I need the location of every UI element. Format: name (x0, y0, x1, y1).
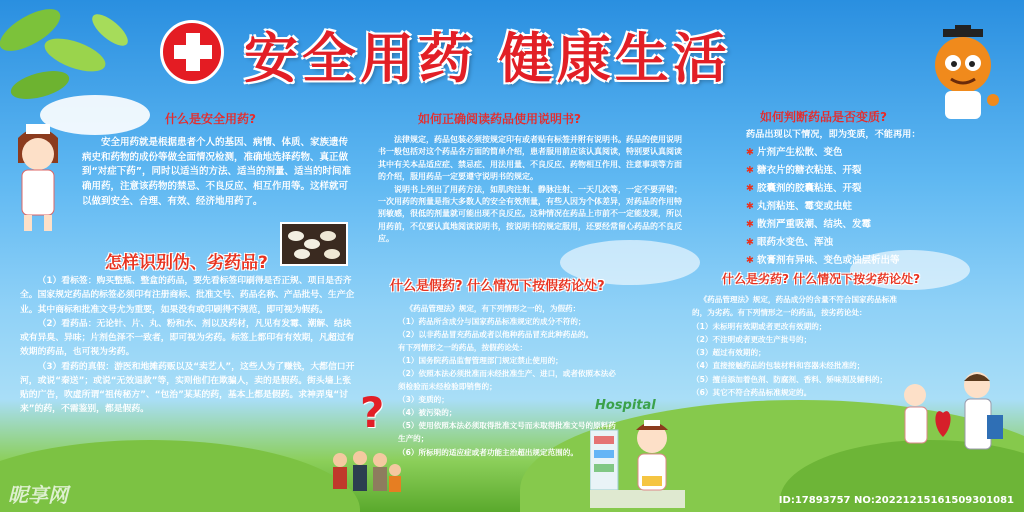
spoiled-item: ✱ 片剂产生松散、变色 (746, 147, 843, 158)
section-title-safe-medication: 什么是安全用药? (165, 112, 256, 126)
identify-fake-list (20, 274, 355, 417)
identify-fake-item: （1）看标签：购买整瓶、整盒的药品，要先看标签印刷得是否正规、项目是否齐全。国家规定药品的标签必须印有注册商标、批准文号、药品名称、产品批号、生产企业。其中商标和批准文号尤为重要，如果没有或印刷得不规范，即可视为假药。 (20, 276, 355, 315)
fake-drug-intro: 《药品管理法》规定，有下列情形之一的，为假药： (405, 304, 581, 313)
spoiled-item: ✱ 散剂严重吸潮、结块、发霉 (746, 219, 871, 231)
pills-photo (280, 222, 348, 266)
doctor-mascot (925, 25, 1005, 125)
doctors-illustration (895, 365, 1015, 475)
spoiled-item: ✱ 胶囊剂的胶囊粘连、开裂 (746, 183, 862, 195)
spoiled-item: ✱ 眼药水变色、浑浊 (746, 237, 833, 249)
section-title-fake-drug: 什么是假药? 什么情况下按假药论处? (390, 279, 605, 294)
identify-fake-item: （3）看药的真假：游医和地摊药贩以及“卖艺人”，这些人为了赚钱，大都信口开河，或说“秦送”；或说“无效退款”等，实则他们在欺骗人，卖的是假药。街头墙上张贴的广告，吹虚所谓“祖传秘方”、“包治”某某的药，基本上都是假药。求神弄鬼“讨来”的药，不需鉴别，都是假药。 (20, 361, 355, 415)
section-title-spoiled: 如何判断药品是否变质? (760, 110, 887, 124)
spoiled-item: ✱ 丸剂粘连、霉变或虫蛀 (746, 201, 852, 213)
spoiled-item: ✱ 软膏剂有异味、变色或油层析出等 (746, 255, 900, 267)
poster-title: 安全用药 健康生活 (244, 26, 731, 90)
safe-medication-body: 安全用药就是根据患者个人的基因、病情、体质、家族遗传病史和药物的成份等做全面情况检测，准确地选择药物、真正做到“对症下药”，同时以适当的方法、适当的剂量、适当的时间准确用药，注意该药物的禁忌、不良反应、相互作用等。这样就可以做到安全、合理、有效、经济地用药了。 (82, 137, 351, 207)
inferior-drug-item: （1）未标明有效期或者更改有效期的； (692, 321, 827, 331)
fake-drug-subitem: （5）使用依照本法必须取得批准文号而未取得批准文号的原料药生产的； (398, 421, 616, 444)
spoiled-item: ✱ 糖衣片的糖衣粘连、开裂 (746, 165, 862, 177)
fake-drug-subitem: （6）所标明的适应症或者功能主治超出规定范围的。 (398, 447, 578, 457)
fake-drug-item: （1）药品所含成分与国家药品标准规定的成分不符的； (398, 317, 586, 327)
fake-drug-item: （2）以非药品冒充药品或者以他种药品冒充此种药品的。 (398, 330, 594, 340)
identify-fake-item: （2）看药品：无论针、片、丸、粉和水、剂以及药材，凡见有发霉、潮解、结块或有异臭、异味；片剂色泽不一致者，即可视为劣药。标签上都印有有效期，凡超过有效期的药品，也可视为劣药。 (20, 318, 355, 358)
read-instructions-paragraph: 说明书上列出了用药方法，如肌肉注射、静脉注射、一天几次等，一定不要弄错；一次用药的剂量是指大多数人的安全有效剂量，有些人因为个体差异，对药品的作用特别敏感，很低的剂量就可能出现不良反应。这种情况在药品上市前不一定能发现，所以用药前，不仅要认真地阅读说明书，按说明书的规定服用，还要经常留心药品的不良反应。 (378, 184, 682, 244)
red-cross-icon (160, 20, 224, 84)
spoiled-list (746, 144, 996, 270)
read-instructions-body (378, 134, 688, 246)
spoiled-intro: 药品出现以下情况，即为变质，不能再用： (746, 129, 921, 140)
question-mark: ? (360, 388, 385, 437)
fake-drug-subintro: 有下列情形之一的药品，按假药论处： (398, 343, 528, 353)
poster-header (160, 20, 880, 90)
fake-drug-subitem: （2）依照本法必须批准而未经批准生产、进口，或者依照本法必须检验而未经检验即销售的； (398, 369, 616, 392)
inferior-drug-item: （3）超过有效期的； (692, 348, 766, 358)
read-instructions-paragraph: 法律规定，药品包装必须按规定印有或者贴有标签并附有说明书。药品的使用说明书一般包括对这个药品各方面的简单介绍，患者服用前应该认真阅读，特别要认真阅读其中有关本品适应症、禁忌症、用法用量、不良反应、药物相互作用、注意事项等方面的介绍，服用药品一定要遵守说明书的规定。 (378, 135, 682, 182)
hospital-sign: Hospital (595, 398, 656, 413)
inferior-drug-item: （4）直接接触药品的包装材料和容器未经批准的； (692, 361, 865, 371)
inferior-drug-item: （2）不注明或者更改生产批号的； (692, 334, 812, 344)
fake-drug-subitem: （4）被污染的； (398, 408, 457, 418)
inferior-drug-body (692, 293, 912, 399)
hospital-nurse-illustration (590, 410, 685, 508)
image-id-text: ID:17893757 NO:20221215161509301081 (778, 495, 1014, 506)
leaves-decoration (0, 0, 140, 110)
section-title-identify-fake: 怎样识别伪、劣药品? (105, 253, 268, 273)
nurse-illustration (8, 118, 68, 233)
inferior-drug-item: （5）擅自添加着色剂、防腐剂、香料、矫味剂及辅料的； (692, 374, 888, 384)
people-group-illustration (325, 448, 405, 503)
watermark: 昵享网 (8, 483, 68, 507)
fake-drug-subitem: （3）变质的； (398, 395, 449, 405)
section-title-read-instructions: 如何正确阅读药品使用说明书? (418, 112, 581, 126)
fake-drug-body (398, 302, 618, 459)
section-title-inferior-drug: 什么是劣药? 什么情况下按劣药论处? (722, 272, 921, 286)
inferior-drug-intro: 《药品管理法》规定，药品成分的含量不符合国家药品标准的，为劣药。有下列情形之一的药品，按劣药论处： (692, 295, 898, 318)
inferior-drug-item: （6）其它不符合药品标准规定的。 (692, 387, 812, 397)
fake-drug-subitem: （1）国务院药品监督管理部门规定禁止使用的； (398, 356, 563, 366)
